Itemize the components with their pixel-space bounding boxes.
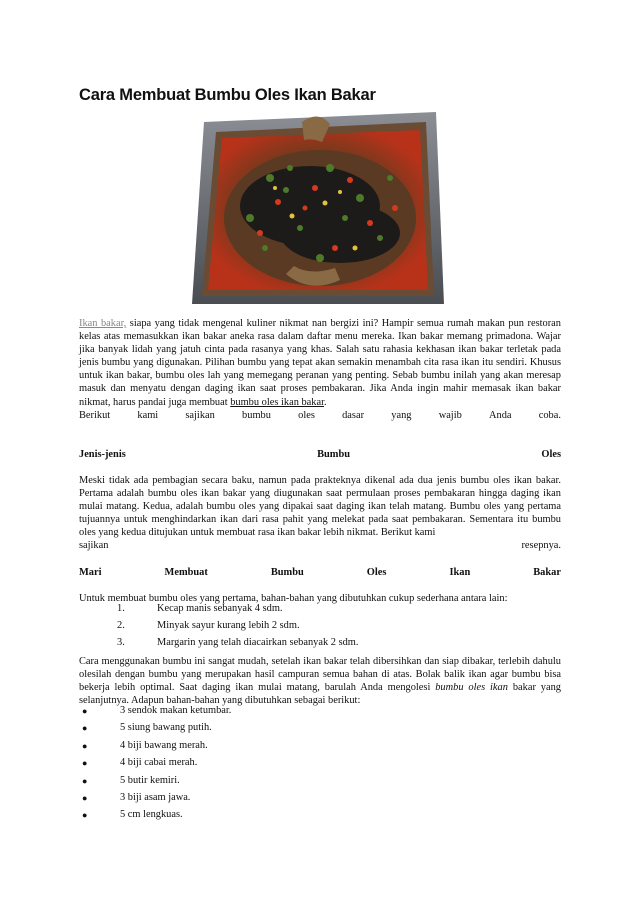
- list-text: 5 siung bawang putih.: [120, 722, 212, 734]
- list-item: [79, 620, 561, 637]
- paragraph-last-line: [79, 539, 561, 552]
- bullet-icon: ●: [82, 775, 88, 786]
- list-item: [79, 637, 561, 654]
- bullet-icon: ●: [82, 740, 88, 751]
- list-item: [79, 603, 561, 620]
- heading-word: Bumbu: [270, 567, 304, 578]
- bullet-icon: ●: [82, 810, 88, 821]
- bumbu-oles-link[interactable]: bumbu oles ikan bakar: [230, 396, 324, 408]
- heading-word: Mari: [79, 567, 102, 578]
- paragraph-jenis: [79, 474, 561, 553]
- list-item: [79, 792, 561, 809]
- bullet-icon: ●: [82, 792, 88, 803]
- word: resepnya.: [521, 540, 561, 552]
- word: yang: [391, 409, 412, 421]
- word: coba.: [538, 409, 561, 421]
- heading-word: Bumbu: [317, 449, 351, 460]
- ikan-bakar-link[interactable]: Ikan bakar,: [79, 318, 127, 329]
- word: Anda: [489, 409, 512, 421]
- list-item: [79, 775, 561, 792]
- numbered-list: [79, 603, 561, 654]
- list-number: 3.: [117, 637, 125, 648]
- list-item: [79, 740, 561, 757]
- word: sajikan: [185, 409, 215, 421]
- list-item: [79, 705, 561, 722]
- intro-paragraph: [79, 317, 561, 422]
- word: Berikut: [79, 409, 111, 421]
- word: sajikan: [79, 540, 109, 552]
- word: oles: [298, 409, 315, 421]
- bullet-icon: ●: [82, 723, 88, 734]
- ikan-bakar-photo: [190, 108, 446, 308]
- list-text: 4 biji bawang merah.: [120, 739, 208, 751]
- word: kami: [137, 409, 159, 421]
- list-text: 5 butir kemiri.: [120, 774, 180, 786]
- paragraph-bahan-intro: Untuk membuat bumbu oles yang pertama, bahan-bahan yang dibutuhkan cukup sederhana antara lain:: [79, 593, 508, 604]
- bullet-icon: ●: [82, 758, 88, 769]
- bullet-list: [79, 705, 561, 827]
- list-text: 3 biji asam jawa.: [120, 791, 191, 803]
- word: bumbu: [242, 409, 271, 421]
- heading-word: Oles: [541, 449, 561, 460]
- list-item: [79, 722, 561, 739]
- list-text: 4 biji cabai merah.: [120, 757, 198, 769]
- list-text: Kecap manis sebanyak 4 sdm.: [157, 603, 283, 614]
- heading-word: Ikan: [449, 567, 471, 578]
- word: dasar: [342, 409, 365, 421]
- paragraph-text: Cara menggunakan bumbu ini sangat mudah, setelah ikan bakar telah dibersihkan dan siap dibakar, terlebih dahulu olesilah dengan bumbu yang merupakan hasil campuran semua bahan di atas. Bolak balik ikan agar bumbu bisa bekerja lebih optimal. Saat daging ikan mulai matang, barulah Anda mengolesi: [79, 656, 561, 694]
- intro-text: siapa yang tidak mengenal kuliner nikmat nan bergizi ini? Hampir semua rumah makan pun restoran kelas atas memasukkan ikan bakar aneka rasa dalam daftar menu mereka. Ikan bakar memang primadona. Wajar jika banyak lidah yang jatuh cinta pada rasanya yang khas. Salah satu rahasia kekhasan ikan bakar terletak pada jenis bumbu yang digunakan. Pilihan bumbu yang tepat akan semakin menambah cita rasa ikan itu sendiri. Khusus untuk ikan bakar, bumbu oles lah yang memegang peranan yang penting. Sebab bumbu inilah yang akan meresap masuk dan menyatu dengan daging ikan saat proses pembakaran. Jika Anda ingin mahir memasak ikan bakar nikmat, harus pandai juga membuat: [79, 318, 561, 408]
- list-text: 5 cm lengkuas.: [120, 809, 183, 821]
- paragraph-text: Meski tidak ada pembagian secara baku, namun pada prakteknya dikenal ada dua jenis bumbu oles ikan bakar. Pertama adalah bumbu oles ikan bakar yang diugunakan saat permulaan proses pembakaran hingga daging ikan mulai matang. Kedua, adalah bumbu oles yang dipakai saat daging ikan telah matang. Bumbu oles yang pertama tujuannya untuk menghindarkan ikan dari rasa pahit yang melekat pada saat pembakaran. Sementara itu bumbu oles yang kedua ditujukan untuk membuat rasa ikan bakar lebih nikmat. Berikut kami: [79, 475, 561, 539]
- heading-word: Bakar: [533, 567, 561, 578]
- list-number: 2.: [117, 620, 125, 631]
- italic-term: bumbu oles ikan: [435, 682, 508, 694]
- heading-mari-membuat: [79, 567, 561, 578]
- list-item: [79, 809, 561, 826]
- list-text: Minyak sayur kurang lebih 2 sdm.: [157, 620, 300, 631]
- page-title: Cara Membuat Bumbu Oles Ikan Bakar: [79, 86, 376, 104]
- word: wajib: [438, 409, 462, 421]
- heading-word: Membuat: [164, 567, 208, 578]
- intro-text-end: .: [324, 396, 327, 408]
- paragraph-cara: [79, 655, 561, 707]
- list-text: 3 sendok makan ketumbar.: [120, 705, 232, 716]
- heading-word: Oles: [366, 567, 387, 578]
- paragraph-text: bakar yang selanjutnya. Adapun bahan-bahan yang dibutuhkan sebagai berikut:: [79, 682, 561, 707]
- heading-jenis-bumbu: [79, 449, 561, 460]
- list-number: 1.: [117, 603, 125, 614]
- list-item: [79, 757, 561, 774]
- heading-word: Jenis-jenis: [79, 449, 126, 460]
- intro-last-line: [79, 409, 561, 422]
- bullet-icon: ●: [82, 706, 88, 716]
- list-text: Margarin yang telah diacairkan sebanyak 2 sdm.: [157, 637, 359, 648]
